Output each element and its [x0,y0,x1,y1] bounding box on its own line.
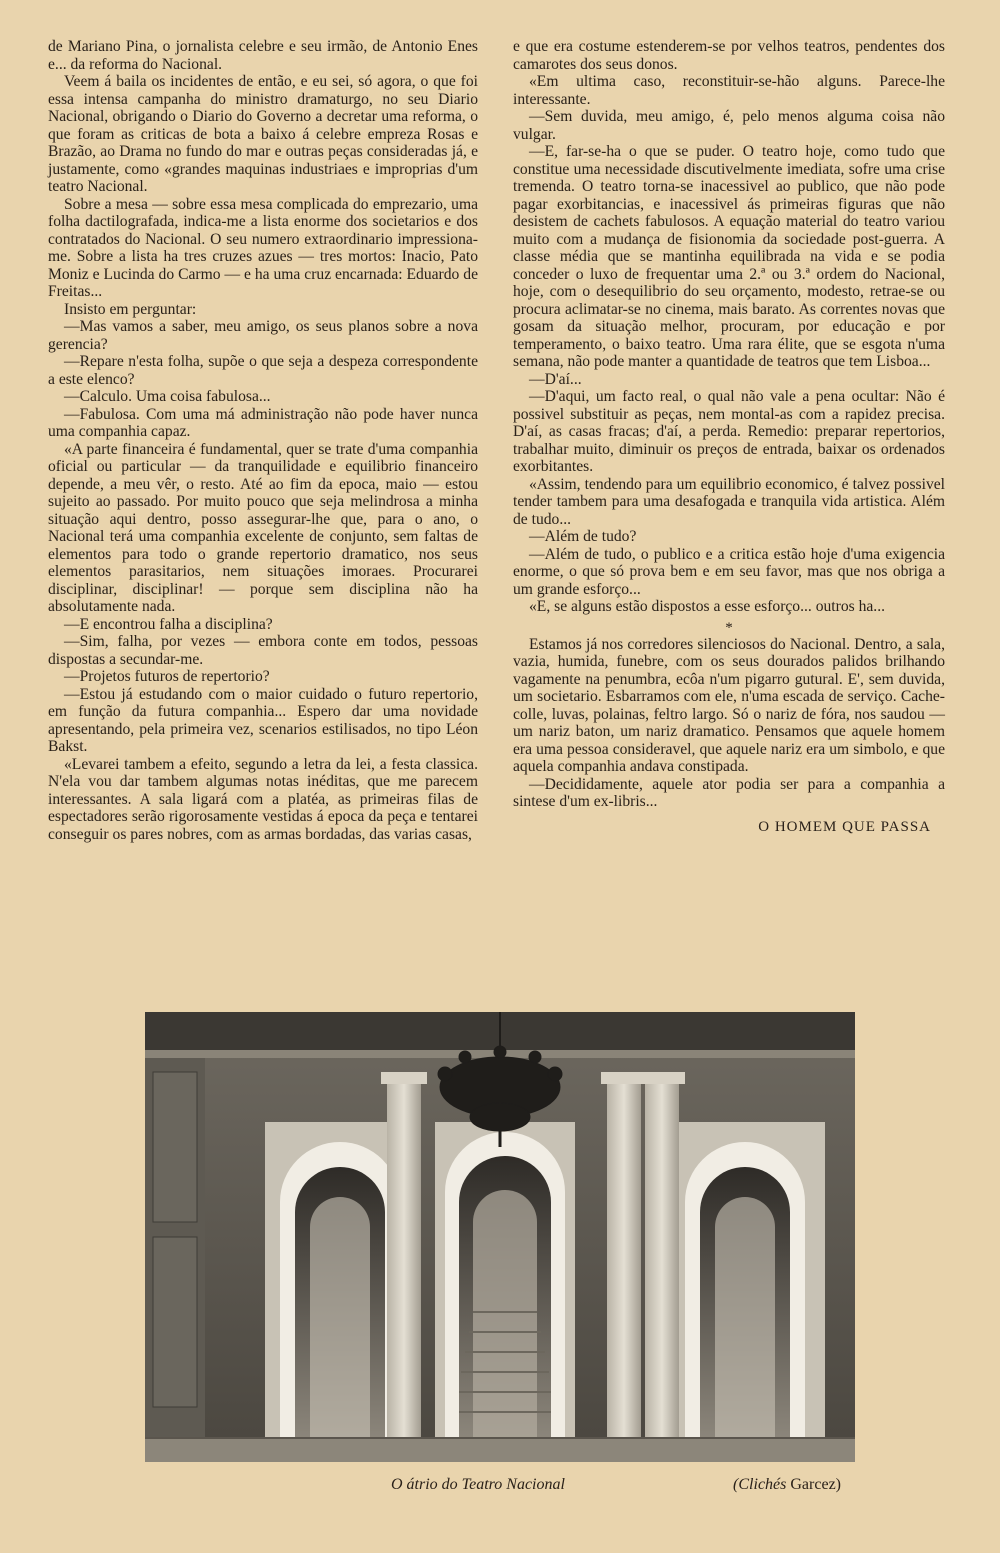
caption-credit-prefix: (Clichés [733,1476,787,1493]
article-paragraph: —Estou já estudando com o maior cuidado o futuro repertorio, em função da futura companhia... Espero dar uma novidade apresentando, pela primeira vez, scenarios estilisados, no tipo Léon Bakst. [48,685,478,755]
article-paragraph: —D'aqui, um facto real, o qual não vale a pena ocultar: Não é possivel substituir as peças, nem montal-as com a rapidez precisa. D'aí, as casas fracas; d'aí, a perda. Remedio: preparar repertorios, trabalhar muito, diminuir os preços de entrada, baixar os ordenados exorbitantes. [513,388,945,475]
arch-right [665,1122,825,1442]
article-paragraph: —E, far-se-ha o que se puder. O teatro hoje, como tudo que constitue uma necessidade discutivelmente imediata, sofre uma crise tremenda. O teatro torna-se inacessivel ao publico, que não pode pagar exorbitancias, e inacessivel ás primeiras figuras que não desistem de cachets fabulosos. A equação material do teatro variou muito com a mudança de fisionomia da sociedade post-guerra. A classe média que se mantinha equilibrada na vida e se podia conceder o luxo de frequentar uma 2.ª ou 3.ª ordem do Nacional, hoje, com o desequilibrio do seu orçamento, modesto, retrae-se ou procura aclimatar-se no cinema, mais barato. As correntes novas que gosam da situação melhor, procuram, por educação e por temperamento, o baixo teatro. Uma rara élite, que se esgota n'uma semana, não pode manter a quantidade de teatros que tem Lisboa... [513,143,945,370]
arch-center [435,1122,575,1442]
article-right-column-part-2 [513,636,945,811]
article-paragraph: —Calculo. Uma coisa fabulosa... [64,388,271,405]
photo-theatre-atrium [145,1012,855,1462]
article-paragraph: Sobre a mesa — sobre essa mesa complicada do emprezario, uma folha dactilografada, indica-me a lista enorme dos societarios e dos contratados do Nacional. O seu numero extraordinario impressiona-me. Sobre a lista ha tres cruzes azues — tres mortos: Inacio, Pato Moniz e Lucinda do Carmo — e ha uma cruz encarnada: Eduardo de Freitas... [48,195,478,300]
article-paragraph: —Decididamente, aquele ator podia ser para a companhia a sintese d'um ex-libris... [513,775,945,810]
article-paragraph: «Em ultima caso, reconstituir-se-hão alguns. Parece-lhe interessante. [513,73,945,108]
article-paragraph: —Sem duvida, meu amigo, é, pelo menos alguma coisa não vulgar. [513,108,945,143]
article-paragraph: de Mariano Pina, o jornalista celebre e seu irmão, de Antonio Enes e... da reforma do Nacional. [48,38,478,73]
article-paragraph: —Mas vamos a saber, meu amigo, os seus planos sobre a nova gerencia? [48,318,478,353]
article-paragraph: Insisto em perguntar: [64,300,197,318]
photo-caption [145,1476,855,1500]
article-paragraph: —Fabulosa. Com uma má administração não pode haver nunca uma companhia capaz. [48,405,478,440]
section-separator: * [725,619,733,636]
article-paragraph: Estamos já nos corredores silenciosos do Nacional. Dentro, a sala, vazia, humida, funebre, com os seus dourados palidos brilhando vagamente na penumbra, ecôa n'um pigarro gutural. E', sem duvida, um societario. Esbarramos com ele, n'uma escada de serviço. Cache-colle, luvas, polainas, feltro largo. Só o nariz de fóra, nos saudou — um nariz baton, um nariz dramatico. Pensamos que aquele homem era uma pessoa consideravel, que aquele nariz era um simbolo, e que aquela companhia andava constipada. [513,635,945,775]
article-right-column-part-1 [513,38,945,616]
caption-credit-name: Garcez) [786,1476,841,1493]
article-paragraph: —Sim, falha, por vezes — embora conte em todos, pessoas dispostas a secundar-me. [48,633,478,668]
article-paragraph: —Projetos futuros de repertorio? [64,668,270,685]
article-paragraph: e que era costume estenderem-se por velhos teatros, pendentes dos camarotes dos seus donos. [513,38,945,73]
article-paragraph: «Assim, tendendo para um equilibrio economico, é talvez possivel tender tambem para uma desafogada e tranquila vida artistica. Além de tudo... [513,475,945,528]
caption-title: O átrio do Teatro Nacional [391,1476,565,1493]
article-paragraph: —E encontrou falha a disciplina? [64,615,273,633]
atrium-illustration [145,1012,855,1462]
author-signature: O HOMEM QUE PASSA [758,818,931,835]
article-right-column [513,38,945,836]
caption-credit [733,1476,841,1494]
article-paragraph: «A parte financeira é fundamental, quer se trate d'uma companhia oficial ou particular — da tranquilidade e equilibrio financeiro depende, a meu vêr, o resto. Até ao fim da epoca, maio — estou sujeito ao passado. Por muito pouco que seja melindrosa a minha situação aqui dentro, posso assegurar-lhe que, para o ano, o Nacional terá uma companhia excelente de conjunto, sem faltas de elementos para todo o grande repertorio dramatico, nos seus elementos parasitarios, nem situações imoraes. Procurarei disciplinar, disciplinar! — porque sem disciplina não ha absolutamente nada. [48,440,478,615]
article-paragraph: Veem á baila os incidentes de então, e eu sei, só agora, o que foi essa intensa campanha do ministro dramaturgo, no seu Diario Nacional, obrigando o Diario do Governo a decretar uma reforma, o que foram as criticas de bota a baixo á celebre empreza Rosas e Brazão, ao Drama no fundo do mar e outras peças consideradas já, e justamente, como «grandes maquinas industriaes e improprias d'um teatro Nacional. [48,73,478,195]
article-paragraph: —Repare n'esta folha, supõe o que seja a despeza correspondente a este elenco? [48,353,478,388]
article-paragraph: —Além de tudo, o publico e a critica estão hoje d'uma exigencia enorme, o que só prova bem e em seu favor, mas que nos obriga a um grande esforço... [513,545,945,598]
article-paragraph: «E, se alguns estão dispostos a esse esforço... outros ha... [529,598,885,615]
article-paragraph: —Além de tudo? [529,528,637,545]
article-paragraph: «Levarei tambem a efeito, segundo a letra da lei, a festa classica. N'ela vou dar tambem algumas notas inéditas, que me parecem interessantes. A sala ligará com a platéa, as primeiras filas de espectadores serão rigorosamente vestidas á epoca da peça e tentarei conseguir os pares nobres, com as armas bordadas, das varias casas, [48,755,478,843]
article-paragraph: —D'aí... [529,370,582,388]
article-left-column [48,38,478,843]
